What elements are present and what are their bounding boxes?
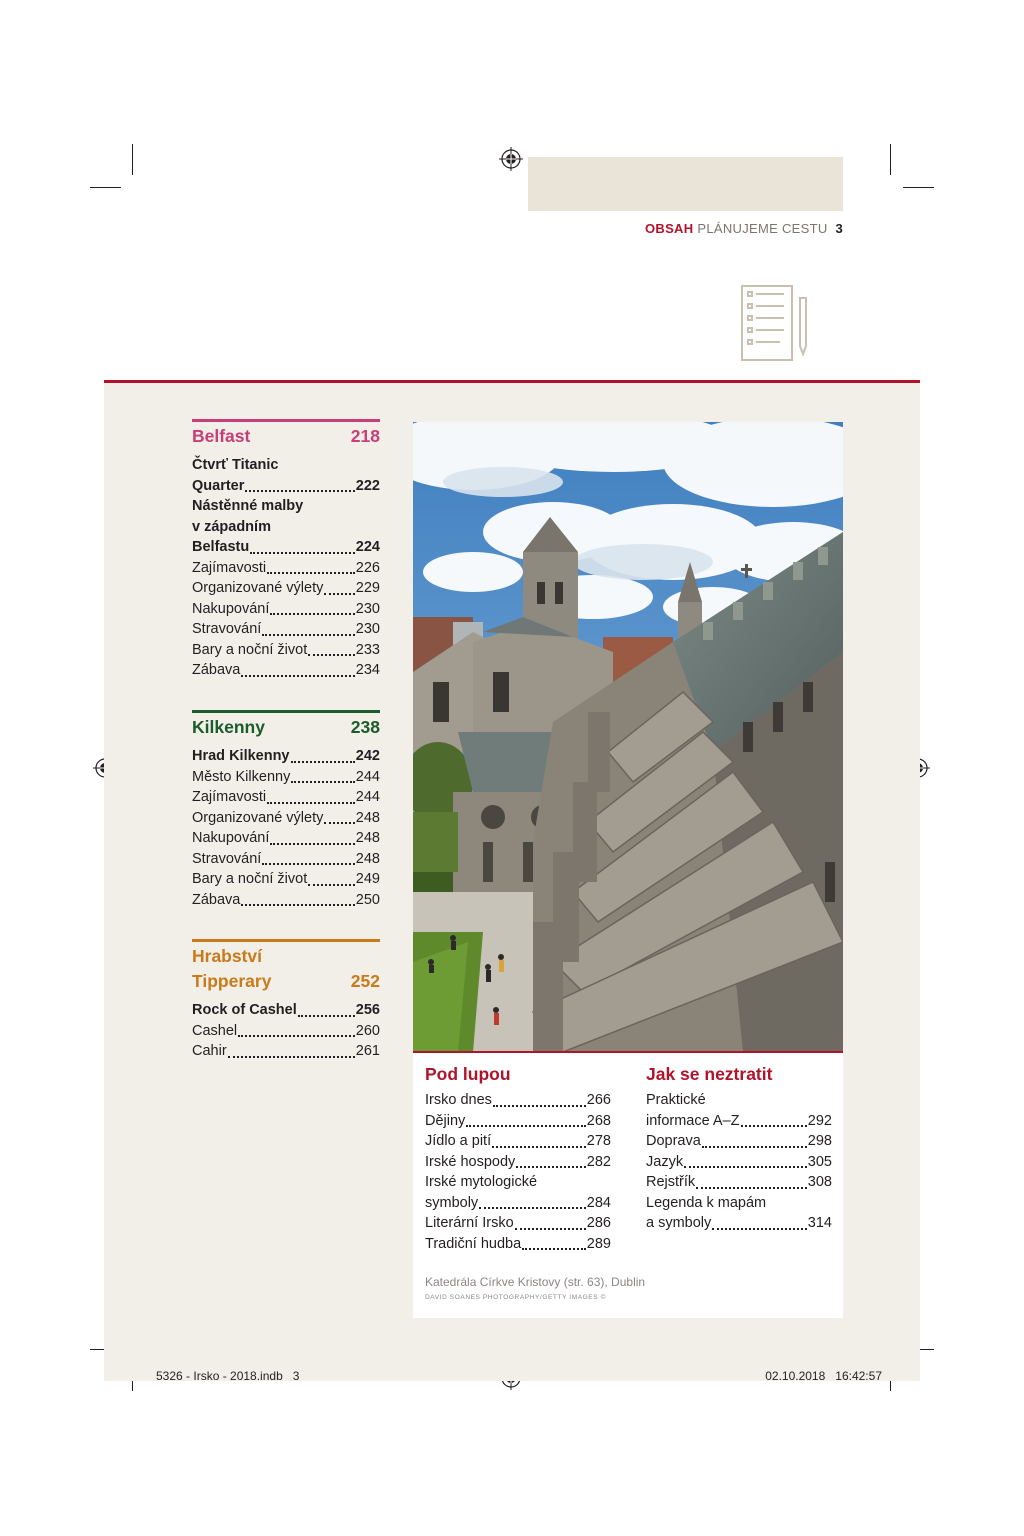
entry-page: 248 — [355, 830, 380, 846]
toc-entry[interactable] — [192, 476, 380, 497]
toc-entry[interactable] — [192, 1041, 380, 1062]
entry-page: 226 — [355, 559, 380, 576]
entry-label: Zajímavosti — [192, 559, 267, 576]
section-title[interactable]: Kilkenny — [192, 717, 265, 737]
entry-page: 230 — [355, 600, 380, 617]
entry-page: 248 — [355, 850, 380, 867]
leader-dots — [241, 904, 354, 906]
toc-entry[interactable] — [192, 869, 380, 890]
leader-dots — [228, 1056, 355, 1058]
page-number: 3 — [835, 221, 843, 236]
entry-label: Nakupování — [192, 600, 270, 617]
entry-page: 286 — [586, 1215, 611, 1231]
leader-dots — [298, 1015, 355, 1017]
entry-line: v západním — [192, 518, 271, 535]
toc-entry[interactable] — [425, 1152, 611, 1173]
running-head-subsection: PLÁNUJEME CESTU — [697, 221, 828, 236]
section-header — [192, 710, 380, 740]
toc-entry[interactable] — [192, 578, 380, 599]
column-title[interactable]: Jak se neztratit — [646, 1064, 773, 1084]
leader-dots — [250, 552, 355, 554]
crop-mark — [903, 187, 934, 188]
pod-lupou-column — [425, 1062, 611, 1254]
entry-page: 230 — [355, 621, 380, 637]
entry-label: Zajímavosti — [192, 789, 267, 805]
running-head — [645, 221, 843, 236]
leader-dots — [515, 1228, 586, 1230]
toc-entry[interactable] — [192, 787, 380, 808]
entry-label: Dějiny — [425, 1112, 466, 1129]
entry-page: 248 — [355, 809, 380, 826]
registration-mark-icon — [499, 147, 523, 171]
leader-dots — [492, 1146, 586, 1148]
leader-dots — [291, 781, 354, 783]
toc-entry[interactable] — [192, 849, 380, 870]
leader-dots — [684, 1166, 807, 1168]
toc-entry[interactable] — [425, 1111, 611, 1132]
toc-entry[interactable] — [192, 767, 380, 788]
leader-dots — [270, 843, 354, 845]
leader-dots — [262, 634, 354, 636]
entry-page: 256 — [355, 1002, 380, 1018]
toc-entry[interactable] — [646, 1152, 832, 1173]
entry-page: 244 — [355, 768, 380, 785]
entry-label: Stravování — [192, 850, 262, 867]
section-page: 238 — [350, 717, 380, 737]
cathedral-photo — [413, 422, 843, 1052]
entry-page: 268 — [586, 1112, 611, 1129]
entry-page: 233 — [355, 641, 380, 658]
toc-entry[interactable] — [425, 1131, 611, 1152]
toc-entry[interactable] — [646, 1172, 832, 1193]
section-header — [192, 419, 380, 449]
toc-entry[interactable] — [192, 828, 380, 849]
entry-label: symboly — [425, 1194, 479, 1211]
entry-label: Cashel — [192, 1022, 238, 1039]
entry-label: Belfastu — [192, 539, 250, 555]
toc-entry[interactable] — [192, 890, 380, 911]
entry-page: 222 — [355, 477, 380, 494]
entry-line: Praktické — [646, 1092, 706, 1108]
entry-label: Nakupování — [192, 830, 270, 846]
leader-dots — [696, 1187, 807, 1189]
entry-label: Zábava — [192, 891, 241, 908]
entry-page: 244 — [355, 789, 380, 805]
toc-entry[interactable] — [646, 1111, 832, 1132]
leader-dots — [324, 593, 354, 595]
toc-section-kilkenny — [192, 710, 380, 910]
toc-entry[interactable] — [192, 640, 380, 661]
entry-label: Irsko dnes — [425, 1092, 492, 1108]
toc-entry[interactable] — [425, 1234, 611, 1255]
toc-section-tipperary — [192, 939, 380, 1062]
toc-entry[interactable] — [192, 1000, 380, 1021]
crop-mark — [90, 187, 121, 188]
toc-entry[interactable] — [192, 599, 380, 620]
entry-label: Hrad Kilkenny — [192, 748, 290, 764]
entry-label: Rock of Cashel — [192, 1002, 297, 1018]
toc-entry[interactable] — [192, 808, 380, 829]
crop-mark — [890, 144, 891, 175]
entry-label: Doprava — [646, 1133, 701, 1149]
toc-entry[interactable] — [425, 1193, 611, 1214]
toc-entry[interactable] — [425, 1090, 611, 1111]
leader-dots — [522, 1248, 586, 1250]
entry-label: Bary a noční život — [192, 641, 308, 658]
entry-label: informace A–Z — [646, 1112, 740, 1129]
toc-section-belfast — [192, 419, 380, 681]
entry-label: Stravování — [192, 621, 262, 637]
toc-entry[interactable] — [192, 537, 380, 558]
entry-label: a symboly — [646, 1215, 712, 1231]
toc-entry[interactable] — [192, 746, 380, 767]
toc-entry[interactable] — [646, 1131, 832, 1152]
entry-page: 229 — [355, 580, 380, 596]
entry-page: 260 — [355, 1022, 380, 1039]
toc-entry[interactable] — [192, 1021, 380, 1042]
entry-line: Nástěnné malby — [192, 498, 304, 514]
entry-page: 284 — [586, 1194, 611, 1211]
leader-dots — [291, 761, 355, 763]
entry-page: 278 — [586, 1133, 611, 1149]
entry-label: Město Kilkenny — [192, 768, 291, 785]
leader-dots — [324, 822, 354, 824]
entry-label: Tradiční hudba — [425, 1235, 522, 1252]
slug-file: 5326 - Irsko - 2018.indb 3 — [156, 1369, 300, 1383]
running-head-section: OBSAH — [644, 221, 694, 236]
header-band — [528, 157, 843, 211]
toc-entry[interactable] — [425, 1213, 611, 1234]
entry-page: 314 — [807, 1215, 832, 1231]
entry-label: Quarter — [192, 477, 245, 494]
leader-dots — [245, 490, 354, 492]
leader-dots — [702, 1146, 807, 1148]
entry-label: Zábava — [192, 662, 241, 678]
leader-dots — [741, 1125, 807, 1127]
leader-dots — [308, 654, 355, 656]
section-title-line[interactable]: Hrabství — [192, 946, 263, 966]
entry-page: 305 — [807, 1153, 832, 1170]
leader-dots — [267, 802, 355, 804]
entry-label: Jazyk — [646, 1153, 684, 1170]
section-title[interactable]: Tipperary — [192, 971, 272, 991]
entry-label: Organizované výlety — [192, 809, 324, 826]
leader-dots — [479, 1207, 586, 1209]
leader-dots — [270, 613, 354, 615]
entry-line: Legenda k mapám — [646, 1194, 767, 1211]
section-page: 218 — [350, 426, 380, 446]
entry-label: Irské hospody — [425, 1153, 516, 1170]
leader-dots — [308, 884, 355, 886]
entry-label: Organizované výlety — [192, 580, 324, 596]
entry-page: 242 — [355, 748, 380, 764]
entry-page: 261 — [355, 1043, 380, 1059]
leader-dots — [262, 863, 354, 865]
entry-line: Irské mytologické — [425, 1174, 538, 1190]
checklist-document-icon — [740, 284, 810, 364]
entry-label: Literární Irsko — [425, 1215, 514, 1231]
entry-page: 282 — [586, 1153, 611, 1170]
leader-dots — [493, 1105, 586, 1107]
entry-page: 249 — [355, 871, 380, 887]
entry-page: 292 — [807, 1112, 832, 1129]
photo-credit: DAVID SOANES PHOTOGRAPHY/GETTY IMAGES © — [425, 1294, 606, 1301]
photo-caption: Katedrála Církve Kristovy (str. 63), Dublin — [425, 1275, 646, 1289]
entry-page: 298 — [807, 1133, 832, 1149]
entry-page: 266 — [586, 1092, 611, 1108]
toc-entry[interactable] — [192, 660, 380, 681]
entry-line: Čtvrť Titanic — [192, 457, 279, 473]
entry-page: 308 — [807, 1174, 832, 1190]
section-header — [192, 939, 380, 994]
section-title[interactable]: Belfast — [192, 426, 251, 446]
entry-label: Bary a noční život — [192, 871, 308, 887]
leader-dots — [238, 1035, 355, 1037]
entry-label: Jídlo a pití — [425, 1133, 492, 1149]
toc-entry[interactable] — [192, 619, 380, 640]
leader-dots — [712, 1228, 807, 1230]
column-title[interactable]: Pod lupou — [425, 1064, 511, 1084]
crop-mark — [132, 144, 133, 175]
entry-page: 289 — [586, 1235, 611, 1252]
entry-label: Cahir — [192, 1043, 227, 1059]
slug-timestamp: 02.10.2018 16:42:57 — [765, 1369, 882, 1383]
entry-page: 234 — [355, 662, 380, 678]
leader-dots — [466, 1125, 586, 1127]
leader-dots — [516, 1166, 586, 1168]
leader-dots — [241, 675, 354, 677]
leader-dots — [267, 572, 355, 574]
entry-page: 224 — [355, 539, 380, 555]
entry-page: 250 — [355, 891, 380, 908]
jak-se-neztratit-column — [646, 1062, 832, 1234]
section-page: 252 — [350, 971, 380, 991]
toc-entry[interactable] — [192, 558, 380, 579]
toc-entry[interactable] — [646, 1213, 832, 1234]
entry-label: Rejstřík — [646, 1174, 696, 1190]
